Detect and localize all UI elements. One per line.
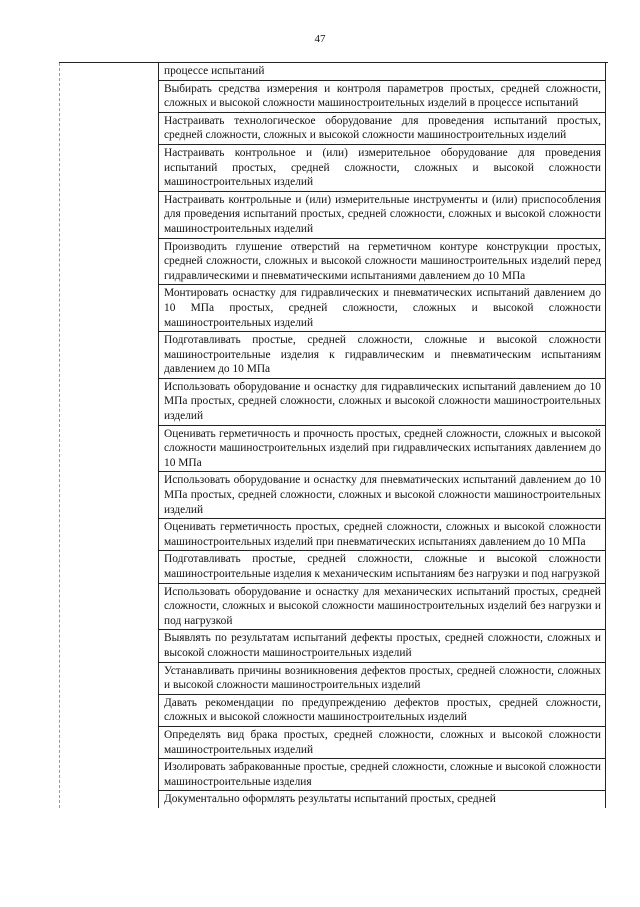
table-row: [59, 551, 608, 583]
table-row: [59, 695, 608, 727]
table-row: [59, 285, 608, 332]
table-row: [59, 519, 608, 551]
empty-cell: [59, 239, 158, 286]
empty-cell: [59, 663, 158, 695]
table-row: [59, 630, 608, 662]
skill-cell: Настраивать контрольные и (или) измерительные инструменты и (или) приспособления для проведения испытаний простых, средней сложности, сложных и высокой сложности машиностроительных изделий: [158, 192, 606, 239]
table-row: [59, 63, 608, 81]
skill-cell: Монтировать оснастку для гидравлических и пневматических испытаний давлением до 10 МПа простых, средней сложности, сложных и высокой сложности машиностроительных изделий: [158, 285, 606, 332]
table-row: [59, 145, 608, 192]
skill-cell: Выявлять по результатам испытаний дефекты простых, средней сложности, сложных и высокой сложности машиностроительных изделий: [158, 630, 606, 662]
empty-cell: [59, 759, 158, 791]
skill-cell: Подготавливать простые, средней сложности, сложные и высокой сложности машиностроительные изделия к механическим испытаниям без нагрузки и под нагрузкой: [158, 551, 606, 583]
table-row: [59, 192, 608, 239]
empty-cell: [59, 145, 158, 192]
table-row: [59, 239, 608, 286]
skill-cell: Определять вид брака простых, средней сложности, сложных и высокой сложности машиностроительных изделий: [158, 727, 606, 759]
empty-cell: [59, 727, 158, 759]
empty-cell: [59, 113, 158, 145]
table-row: [59, 727, 608, 759]
skill-cell: Оценивать герметичность простых, средней сложности, сложных и высокой сложности машиностроительных изделий при пневматических испытаниях давлением до 10 МПа: [158, 519, 606, 551]
table-row: [59, 426, 608, 473]
empty-cell: [59, 192, 158, 239]
skill-cell: Настраивать контрольное и (или) измерительное оборудование для проведения испытаний простых, средней сложности, сложных и высокой сложности машиностроительных изделий: [158, 145, 606, 192]
table-row: [59, 663, 608, 695]
skill-cell: Производить глушение отверстий на герметичном контуре конструкции простых, средней сложности, сложных и высокой сложности машиностроительных изделий перед гидравлическими и пневматическими испытаниями давлением до 10 МПа: [158, 239, 606, 286]
empty-cell: [59, 426, 158, 473]
skill-cell: Давать рекомендации по предупреждению дефектов простых, средней сложности, сложных и высокой сложности машиностроительных изделий: [158, 695, 606, 727]
table-row: [59, 379, 608, 426]
table-row: [59, 584, 608, 631]
skill-cell: Подготавливать простые, средней сложности, сложные и высокой сложности машиностроительные изделия к гидравлическим и пневматическим испытаниям давлением до 10 МПа: [158, 332, 606, 379]
skill-cell: Документально оформлять результаты испытаний простых, средней: [158, 791, 606, 808]
skill-cell: Оценивать герметичность и прочность простых, средней сложности, сложных и высокой сложности машиностроительных изделий при гидравлических испытаниях давлением до 10 МПа: [158, 426, 606, 473]
empty-cell: [59, 791, 158, 808]
empty-cell: [59, 63, 158, 81]
skill-cell: Изолировать забракованные простые, средней сложности, сложные и высокой сложности машиностроительные изделия: [158, 759, 606, 791]
table-row: [59, 472, 608, 519]
table-row: [59, 81, 608, 113]
skill-cell: Использовать оборудование и оснастку для механических испытаний простых, средней сложности, сложных и высокой сложности машиностроительных изделий без нагрузки и под нагрузкой: [158, 584, 606, 631]
skill-cell: процессе испытаний: [158, 63, 606, 81]
skill-cell: Устанавливать причины возникновения дефектов простых, средней сложности, сложных и высокой сложности машиностроительных изделий: [158, 663, 606, 695]
table-row: [59, 332, 608, 379]
empty-cell: [59, 695, 158, 727]
empty-cell: [59, 285, 158, 332]
table-row: [59, 759, 608, 791]
empty-cell: [59, 519, 158, 551]
empty-cell: [59, 379, 158, 426]
skill-cell: Выбирать средства измерения и контроля параметров простых, средней сложности, сложных и высокой сложности машиностроительных изделий в процессе испытаний: [158, 81, 606, 113]
empty-cell: [59, 551, 158, 583]
skill-cell: Использовать оборудование и оснастку для пневматических испытаний давлением до 10 МПа простых, средней сложности, сложных и высокой сложности машиностроительных изделий: [158, 472, 606, 519]
table-row: [59, 113, 608, 145]
page-number: 47: [314, 33, 326, 45]
empty-cell: [59, 81, 158, 113]
empty-cell: [59, 332, 158, 379]
empty-cell: [59, 630, 158, 662]
empty-cell: [59, 584, 158, 631]
table-row: [59, 791, 608, 808]
skill-cell: Настраивать технологическое оборудование для проведения испытаний простых, средней сложности, сложных и высокой сложности машиностроительных изделий: [158, 113, 606, 145]
skills-table: [59, 62, 608, 808]
skill-cell: Использовать оборудование и оснастку для гидравлических испытаний давлением до 10 МПа простых, средней сложности, сложных и высокой сложности машиностроительных изделий: [158, 379, 606, 426]
empty-cell: [59, 472, 158, 519]
